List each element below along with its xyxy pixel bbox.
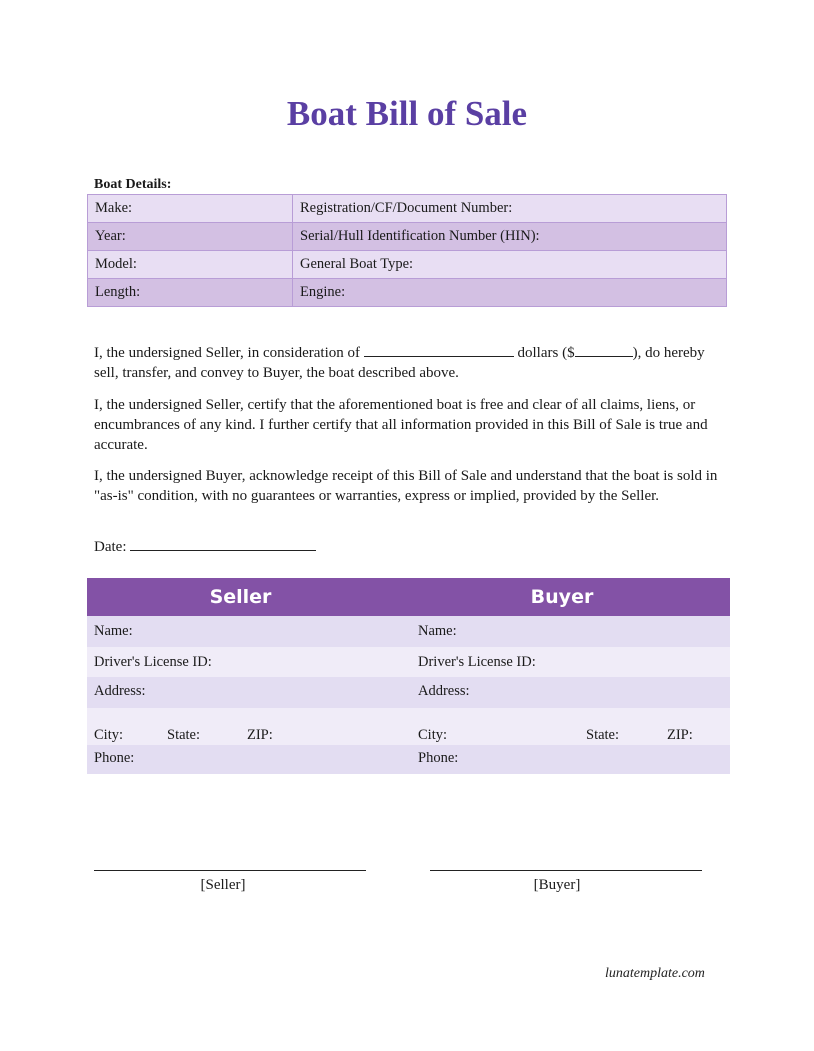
length-field[interactable]: Length: (88, 279, 293, 307)
seller-city-field[interactable]: City: (94, 727, 124, 743)
buyer-header: Buyer (530, 586, 594, 608)
buyer-acknowledgment-paragraph: I, the undersigned Buyer, acknowledge receipt of this Bill of Sale and understand that the boat is sold in "as-is" condition, with no guarantees or warranties, express or implied, provided by the Seller. (94, 468, 718, 504)
buyer-state-field[interactable]: State: (586, 727, 620, 743)
p1-text-a: I, the undersigned Seller, in consideration of (94, 345, 360, 361)
table-row (88, 223, 727, 251)
p1-text-c: ), do hereby sell, transfer, and convey to Buyer, the boat described above. (94, 345, 705, 381)
buyer-name-field[interactable]: Name: (418, 623, 457, 639)
table-row (88, 279, 727, 307)
model-field[interactable]: Model: (88, 251, 293, 279)
amount-words-blank[interactable] (364, 344, 514, 357)
seller-header: Seller (209, 586, 272, 608)
p1-text-b: dollars ($ (517, 345, 575, 361)
buyer-city-field[interactable]: City: (418, 727, 448, 743)
name-row (87, 616, 730, 647)
table-row (88, 251, 727, 279)
date-label: Date: (94, 539, 127, 555)
table-row (88, 195, 727, 223)
buyer-address-field[interactable]: Address: (418, 683, 470, 699)
date-line (94, 538, 316, 556)
boat-details-label: Boat Details: (94, 177, 172, 192)
phone-row (87, 745, 730, 774)
consideration-paragraph (94, 343, 722, 383)
buyer-signature-label: [Buyer] (533, 877, 581, 893)
seller-phone-field[interactable]: Phone: (94, 750, 135, 766)
seller-license-field[interactable]: Driver's License ID: (94, 654, 212, 670)
seller-signature-line[interactable] (94, 870, 366, 871)
footer-brand: lunatemplate.com (605, 966, 705, 981)
buyer-zip-field[interactable]: ZIP: (667, 727, 693, 743)
buyer-phone-field[interactable]: Phone: (418, 750, 459, 766)
registration-field[interactable]: Registration/CF/Document Number: (293, 195, 727, 223)
document-title: Boat Bill of Sale (286, 94, 528, 133)
address-row (87, 677, 730, 708)
make-field[interactable]: Make: (88, 195, 293, 223)
seller-signature-label: [Seller] (200, 877, 246, 893)
buyer-signature-line[interactable] (430, 870, 702, 871)
party-info-table (87, 578, 730, 774)
license-row (87, 647, 730, 677)
city-row (87, 708, 730, 745)
seller-state-field[interactable]: State: (167, 727, 201, 743)
date-blank[interactable] (130, 538, 316, 551)
seller-address-field[interactable]: Address: (94, 683, 146, 699)
boat-type-field[interactable]: General Boat Type: (293, 251, 727, 279)
seller-zip-field[interactable]: ZIP: (247, 727, 273, 743)
engine-field[interactable]: Engine: (293, 279, 727, 307)
buyer-license-field[interactable]: Driver's License ID: (418, 654, 536, 670)
boat-details-table (87, 194, 727, 307)
amount-number-blank[interactable] (575, 344, 633, 357)
hin-field[interactable]: Serial/Hull Identification Number (HIN): (293, 223, 727, 251)
year-field[interactable]: Year: (88, 223, 293, 251)
seller-certification-paragraph: I, the undersigned Seller, certify that the aforementioned boat is free and clear of all claims, liens, or encumbrances of any kind. I further certify that all information provided in this Bill of Sale is true and accurate. (94, 397, 708, 453)
seller-name-field[interactable]: Name: (94, 623, 133, 639)
party-header-row (87, 578, 730, 616)
